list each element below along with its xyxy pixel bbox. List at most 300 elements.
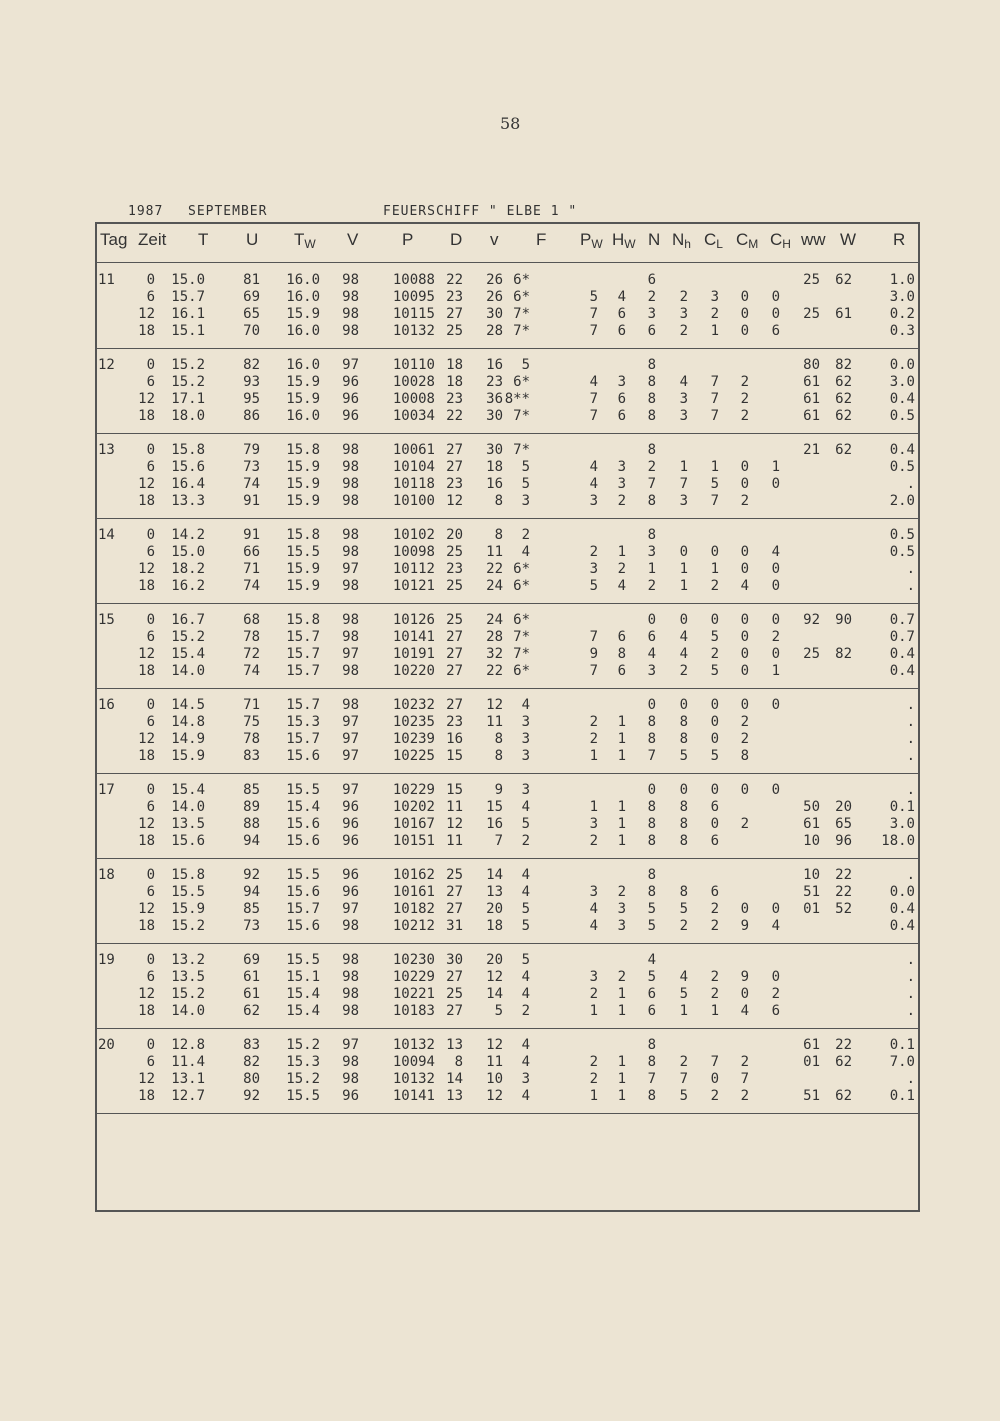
table-cell: 97 bbox=[342, 731, 359, 747]
table-cell: 1 bbox=[617, 544, 626, 560]
table-cell: 10 bbox=[803, 833, 820, 849]
table-cell: 3 bbox=[617, 901, 626, 917]
table-cell: 8 bbox=[647, 867, 656, 883]
table-cell: 0.5 bbox=[889, 544, 915, 560]
table-cell: 10225 bbox=[392, 748, 435, 764]
table-cell: 71 bbox=[243, 697, 260, 713]
table-cell: 10 bbox=[486, 1071, 503, 1087]
table-cell: 1.0 bbox=[889, 272, 915, 288]
table-cell: 0 bbox=[710, 544, 719, 560]
table-cell: 88 bbox=[243, 816, 260, 832]
table-cell: 98 bbox=[342, 527, 359, 543]
table-cell: 01 bbox=[803, 901, 820, 917]
table-cell: 51 bbox=[803, 884, 820, 900]
table-cell: 10162 bbox=[392, 867, 435, 883]
table-cell: 3 bbox=[647, 306, 656, 322]
table-cell: 15.9 bbox=[286, 459, 320, 475]
table-cell: 13 bbox=[446, 1088, 463, 1104]
table-cell: 0 bbox=[647, 697, 656, 713]
table-cell: 7 bbox=[647, 748, 656, 764]
table-cell: 0 bbox=[146, 867, 155, 883]
table-cell: 5 bbox=[710, 476, 719, 492]
table-cell: 0 bbox=[740, 561, 749, 577]
table-cell: 74 bbox=[243, 578, 260, 594]
table-cell: 0 bbox=[146, 782, 155, 798]
table-cell: 18.2 bbox=[171, 561, 205, 577]
table-cell: 10104 bbox=[392, 459, 435, 475]
table-cell: 18 bbox=[486, 459, 503, 475]
table-cell: 8 bbox=[494, 527, 503, 543]
table-cell: 4 bbox=[521, 969, 530, 985]
table-cell: 96 bbox=[342, 816, 359, 832]
table-cell: 6 bbox=[146, 969, 155, 985]
table-cell: 8 bbox=[647, 799, 656, 815]
table-cell: 10132 bbox=[392, 1037, 435, 1053]
table-cell: 0 bbox=[146, 272, 155, 288]
table-cell: 15.9 bbox=[286, 391, 320, 407]
table-cell: 6 bbox=[146, 714, 155, 730]
table-cell: 62 bbox=[835, 1088, 852, 1104]
table-cell: 5 bbox=[679, 986, 688, 1002]
table-cell: 15.5 bbox=[171, 884, 205, 900]
table-cell: 0 bbox=[740, 289, 749, 305]
table-cell: 12 bbox=[138, 391, 155, 407]
table-cell: 8 bbox=[647, 1088, 656, 1104]
table-cell: 15.6 bbox=[286, 833, 320, 849]
table-cell: 0 bbox=[146, 952, 155, 968]
table-cell: 81 bbox=[243, 272, 260, 288]
table-cell: 18 bbox=[138, 1088, 155, 1104]
table-cell: 10183 bbox=[392, 1003, 435, 1019]
table-cell: 2 bbox=[710, 1088, 719, 1104]
table-cell: 94 bbox=[243, 833, 260, 849]
table-cell: 0.7 bbox=[889, 612, 915, 628]
table-cell: 12 bbox=[486, 969, 503, 985]
table-cell: 16.0 bbox=[286, 408, 320, 424]
table-cell: 98 bbox=[342, 442, 359, 458]
table-cell: 10167 bbox=[392, 816, 435, 832]
table-cell: 3.0 bbox=[889, 374, 915, 390]
table-cell: 6 bbox=[710, 884, 719, 900]
table-cell: 98 bbox=[342, 272, 359, 288]
table-cell: 2 bbox=[710, 969, 719, 985]
table-cell: 5 bbox=[710, 663, 719, 679]
table-cell: 25 bbox=[446, 323, 463, 339]
table-cell: 6 bbox=[617, 629, 626, 645]
table-cell: 15.2 bbox=[286, 1071, 320, 1087]
col-header-hw: $H_W$ bbox=[612, 230, 636, 251]
table-cell: 26 bbox=[486, 272, 503, 288]
table-cell: 2 bbox=[710, 901, 719, 917]
table-cell: 6* bbox=[513, 374, 530, 390]
table-cell: 12 bbox=[138, 646, 155, 662]
table-cell: 0 bbox=[740, 306, 749, 322]
table-cell: 2 bbox=[589, 731, 598, 747]
table-cell: 6 bbox=[617, 663, 626, 679]
table-cell: 0 bbox=[146, 527, 155, 543]
table-cell: 1 bbox=[617, 799, 626, 815]
table-cell: 4 bbox=[617, 578, 626, 594]
table-cell: 1 bbox=[617, 1088, 626, 1104]
day-divider bbox=[97, 688, 918, 689]
table-cell: 4 bbox=[521, 1054, 530, 1070]
table-cell: 5 bbox=[679, 901, 688, 917]
table-cell: 11 bbox=[486, 1054, 503, 1070]
day-divider bbox=[97, 433, 918, 434]
table-cell: 15.3 bbox=[286, 714, 320, 730]
table-cell: 1 bbox=[617, 816, 626, 832]
table-cell: 2 bbox=[679, 323, 688, 339]
table-cell: 0.2 bbox=[889, 306, 915, 322]
table-cell: 13.5 bbox=[171, 969, 205, 985]
table-cell: 15.0 bbox=[171, 272, 205, 288]
table-cell: . bbox=[906, 731, 915, 747]
table-cell: 15.6 bbox=[286, 816, 320, 832]
col-header-v: V bbox=[347, 230, 359, 249]
table-cell: 18.0 bbox=[881, 833, 915, 849]
table-cell: 0.5 bbox=[889, 527, 915, 543]
table-cell: 6* bbox=[513, 578, 530, 594]
table-cell: 98 bbox=[342, 476, 359, 492]
table-cell: 6 bbox=[617, 306, 626, 322]
table-cell: 7 bbox=[589, 408, 598, 424]
table-cell: 6 bbox=[710, 799, 719, 815]
table-cell: 0 bbox=[740, 986, 749, 1002]
table-cell: 15.2 bbox=[171, 374, 205, 390]
table-cell: 22 bbox=[835, 867, 852, 883]
table-cell: 0 bbox=[771, 782, 780, 798]
table-cell: 7 bbox=[710, 408, 719, 424]
table-cell: 24 bbox=[486, 578, 503, 594]
table-cell: 5 bbox=[679, 748, 688, 764]
table-cell: 0.4 bbox=[889, 918, 915, 934]
col-header-tag: Tag bbox=[100, 230, 128, 249]
table-cell: 27 bbox=[446, 306, 463, 322]
table-cell: 7 bbox=[647, 476, 656, 492]
table-cell: 2 bbox=[617, 561, 626, 577]
table-cell: 7 bbox=[710, 493, 719, 509]
table-cell: 27 bbox=[446, 1003, 463, 1019]
table-cell: . bbox=[906, 1071, 915, 1087]
table-cell: 2 bbox=[679, 1054, 688, 1070]
table-cell: 3 bbox=[679, 306, 688, 322]
table-cell: 12.8 bbox=[171, 1037, 205, 1053]
table-cell: 15.8 bbox=[171, 442, 205, 458]
table-cell: 6 bbox=[710, 833, 719, 849]
table-cell: 1 bbox=[679, 561, 688, 577]
table-cell: 0.1 bbox=[889, 799, 915, 815]
table-cell: 10115 bbox=[392, 306, 435, 322]
table-cell: 15 bbox=[446, 782, 463, 798]
table-cell: 97 bbox=[342, 901, 359, 917]
table-cell: . bbox=[906, 867, 915, 883]
table-cell: 4 bbox=[679, 374, 688, 390]
table-cell: 1 bbox=[617, 1054, 626, 1070]
table-cell: 15 bbox=[446, 748, 463, 764]
table-cell: 0.4 bbox=[889, 663, 915, 679]
table-cell: 7 bbox=[589, 663, 598, 679]
col-header-cm: $C_M$ bbox=[736, 230, 759, 251]
table-cell: 0 bbox=[740, 646, 749, 662]
table-cell: 30 bbox=[486, 306, 503, 322]
table-cell: 25 bbox=[446, 986, 463, 1002]
table-cell: 0.0 bbox=[889, 357, 915, 373]
day-label: 12 bbox=[98, 357, 115, 373]
table-cell: 6 bbox=[771, 1003, 780, 1019]
table-cell: 0.1 bbox=[889, 1088, 915, 1104]
table-cell: 0 bbox=[740, 323, 749, 339]
table-cell: 3.0 bbox=[889, 289, 915, 305]
day-divider bbox=[97, 1028, 918, 1029]
table-cell: 2 bbox=[647, 289, 656, 305]
table-cell: 2 bbox=[679, 663, 688, 679]
table-cell: 15.1 bbox=[171, 323, 205, 339]
table-cell: 10202 bbox=[392, 799, 435, 815]
col-header-d: D bbox=[450, 230, 463, 249]
table-cell: 6 bbox=[771, 323, 780, 339]
table-cell: 2 bbox=[617, 493, 626, 509]
table-cell: 14.0 bbox=[171, 663, 205, 679]
table-cell: 15 bbox=[486, 799, 503, 815]
table-cell: 16 bbox=[486, 816, 503, 832]
table-cell: 25 bbox=[446, 867, 463, 883]
table-cell: 21 bbox=[803, 442, 820, 458]
table-cell: 61 bbox=[803, 408, 820, 424]
table-cell: 8 bbox=[679, 816, 688, 832]
table-cell: 62 bbox=[835, 442, 852, 458]
table-cell: 15.9 bbox=[286, 374, 320, 390]
table-cell: 2 bbox=[679, 289, 688, 305]
table-cell: 8 bbox=[740, 748, 749, 764]
table-cell: 4 bbox=[679, 646, 688, 662]
table-cell: 3 bbox=[617, 476, 626, 492]
table-cell: 23 bbox=[446, 289, 463, 305]
table-cell: 97 bbox=[342, 782, 359, 798]
table-cell: 65 bbox=[243, 306, 260, 322]
table-cell: 15.6 bbox=[171, 459, 205, 475]
table-cell: 3 bbox=[647, 544, 656, 560]
table-cell: 97 bbox=[342, 357, 359, 373]
table-cell: 27 bbox=[446, 901, 463, 917]
table-cell: 10100 bbox=[392, 493, 435, 509]
table-cell: 0 bbox=[771, 612, 780, 628]
table-cell: 98 bbox=[342, 1003, 359, 1019]
table-cell: 0 bbox=[710, 731, 719, 747]
table-cell: 15.9 bbox=[171, 901, 205, 917]
table-cell: 5 bbox=[647, 901, 656, 917]
page-number: 58 bbox=[500, 114, 521, 133]
table-cell: 11 bbox=[486, 544, 503, 560]
table-cell: 12 bbox=[446, 493, 463, 509]
table-cell: 62 bbox=[835, 1054, 852, 1070]
table-cell: 1 bbox=[589, 799, 598, 815]
table-cell: 2 bbox=[740, 493, 749, 509]
table-cell: 4 bbox=[589, 476, 598, 492]
header-month: SEPTEMBER bbox=[188, 204, 268, 219]
table-cell: 96 bbox=[342, 833, 359, 849]
table-cell: 4 bbox=[679, 969, 688, 985]
table-cell: . bbox=[906, 1003, 915, 1019]
table-cell: 0 bbox=[146, 612, 155, 628]
table-cell: 5 bbox=[589, 578, 598, 594]
table-cell: 2 bbox=[647, 578, 656, 594]
table-cell: 20 bbox=[835, 799, 852, 815]
table-cell: 25 bbox=[446, 544, 463, 560]
table-cell: 0.4 bbox=[889, 391, 915, 407]
table-cell: 5 bbox=[679, 1088, 688, 1104]
table-cell: 3 bbox=[589, 561, 598, 577]
table-cell: 15.2 bbox=[171, 357, 205, 373]
table-cell: 9 bbox=[740, 918, 749, 934]
table-cell: 97 bbox=[342, 561, 359, 577]
table-cell: 16.0 bbox=[286, 357, 320, 373]
table-cell: 6 bbox=[146, 544, 155, 560]
table-cell: 4 bbox=[521, 884, 530, 900]
table-cell: 6 bbox=[146, 799, 155, 815]
table-cell: 36 bbox=[486, 391, 503, 407]
table-cell: 6 bbox=[617, 408, 626, 424]
table-cell: 98 bbox=[342, 544, 359, 560]
table-cell: 18 bbox=[138, 493, 155, 509]
table-cell: 0 bbox=[647, 612, 656, 628]
table-cell: 98 bbox=[342, 952, 359, 968]
table-cell: 2 bbox=[740, 374, 749, 390]
table-cell: 13.2 bbox=[171, 952, 205, 968]
table-cell: 2 bbox=[710, 306, 719, 322]
table-cell: 4 bbox=[521, 799, 530, 815]
table-cell: 15.5 bbox=[286, 867, 320, 883]
table-cell: 18 bbox=[138, 1003, 155, 1019]
table-cell: 2 bbox=[589, 833, 598, 849]
table-cell: 12 bbox=[138, 476, 155, 492]
table-cell: 2 bbox=[589, 1071, 598, 1087]
table-cell: 61 bbox=[803, 391, 820, 407]
col-header-cl: $C_L$ bbox=[704, 230, 723, 251]
table-cell: 10126 bbox=[392, 612, 435, 628]
table-cell: 1 bbox=[589, 1003, 598, 1019]
table-cell: 23 bbox=[446, 561, 463, 577]
table-cell: 7 bbox=[589, 306, 598, 322]
table-cell: 74 bbox=[243, 476, 260, 492]
table-cell: 25 bbox=[803, 306, 820, 322]
table-cell: 2 bbox=[521, 527, 530, 543]
table-cell: 3 bbox=[589, 493, 598, 509]
table-cell: 2.0 bbox=[889, 493, 915, 509]
table-cell: 98 bbox=[342, 323, 359, 339]
table-cell: 6* bbox=[513, 663, 530, 679]
table-cell: 0 bbox=[771, 969, 780, 985]
table-cell: 10008 bbox=[392, 391, 435, 407]
table-cell: 7 bbox=[494, 833, 503, 849]
table-cell: 85 bbox=[243, 901, 260, 917]
table-cell: 0.5 bbox=[889, 459, 915, 475]
table-cell: 12 bbox=[138, 901, 155, 917]
table-cell: 8 bbox=[679, 714, 688, 730]
table-cell: 0 bbox=[710, 782, 719, 798]
table-cell: 10229 bbox=[392, 782, 435, 798]
table-cell: 8 bbox=[647, 714, 656, 730]
table-cell: 28 bbox=[486, 629, 503, 645]
table-cell: 01 bbox=[803, 1054, 820, 1070]
table-cell: 18 bbox=[138, 748, 155, 764]
table-cell: 15.9 bbox=[286, 561, 320, 577]
table-cell: 66 bbox=[243, 544, 260, 560]
table-cell: 2 bbox=[740, 714, 749, 730]
table-cell: 62 bbox=[243, 1003, 260, 1019]
table-cell: 10102 bbox=[392, 527, 435, 543]
table-cell: 3 bbox=[589, 884, 598, 900]
table-cell: 2 bbox=[740, 1088, 749, 1104]
table-cell: 5 bbox=[647, 918, 656, 934]
table-cell: 4 bbox=[740, 1003, 749, 1019]
table-cell: 97 bbox=[342, 748, 359, 764]
table-cell: 7* bbox=[513, 442, 530, 458]
table-cell: 5 bbox=[521, 459, 530, 475]
table-cell: 97 bbox=[342, 714, 359, 730]
col-header-v: v bbox=[490, 230, 499, 249]
table-cell: 3 bbox=[679, 408, 688, 424]
table-cell: 12 bbox=[486, 1037, 503, 1053]
col-header-w: W bbox=[840, 230, 857, 249]
table-cell: 15.5 bbox=[286, 952, 320, 968]
table-cell: 15.2 bbox=[171, 629, 205, 645]
table-cell: 73 bbox=[243, 918, 260, 934]
table-cell: 0 bbox=[740, 901, 749, 917]
table-cell: 15.6 bbox=[286, 748, 320, 764]
table-cell: 7* bbox=[513, 306, 530, 322]
table-cell: 10088 bbox=[392, 272, 435, 288]
table-cell: 20 bbox=[486, 952, 503, 968]
table-cell: 6 bbox=[647, 323, 656, 339]
table-cell: 8 bbox=[647, 884, 656, 900]
table-cell: 14.2 bbox=[171, 527, 205, 543]
table-cell: 62 bbox=[835, 374, 852, 390]
table-cell: 5 bbox=[521, 816, 530, 832]
table-cell: 15.7 bbox=[286, 629, 320, 645]
table-cell: 2 bbox=[740, 391, 749, 407]
table-cell: 14.0 bbox=[171, 799, 205, 815]
table-cell: 7 bbox=[679, 476, 688, 492]
table-cell: 98 bbox=[342, 986, 359, 1002]
day-label: 15 bbox=[98, 612, 115, 628]
table-cell: 4 bbox=[521, 544, 530, 560]
table-cell: 8 bbox=[647, 442, 656, 458]
table-cell: 16.0 bbox=[286, 323, 320, 339]
table-cell: 13.3 bbox=[171, 493, 205, 509]
table-cell: 15.8 bbox=[286, 527, 320, 543]
table-cell: 14 bbox=[486, 867, 503, 883]
table-cell: 3 bbox=[521, 1071, 530, 1087]
table-cell: 62 bbox=[835, 272, 852, 288]
table-cell: 16.4 bbox=[171, 476, 205, 492]
table-cell: 92 bbox=[243, 1088, 260, 1104]
table-cell: 4 bbox=[521, 867, 530, 883]
table-cell: 2 bbox=[589, 544, 598, 560]
table-cell: 4 bbox=[617, 289, 626, 305]
table-cell: 25 bbox=[446, 578, 463, 594]
table-cell: 61 bbox=[803, 1037, 820, 1053]
table-cell: 25 bbox=[803, 646, 820, 662]
table-cell: 4 bbox=[679, 629, 688, 645]
table-cell: 5 bbox=[521, 476, 530, 492]
table-cell: 96 bbox=[342, 374, 359, 390]
table-cell: 7 bbox=[740, 1071, 749, 1087]
table-cell: 2 bbox=[589, 986, 598, 1002]
table-cell: 96 bbox=[342, 1088, 359, 1104]
table-cell: 27 bbox=[446, 646, 463, 662]
table-cell: . bbox=[906, 476, 915, 492]
table-cell: 8 bbox=[647, 833, 656, 849]
